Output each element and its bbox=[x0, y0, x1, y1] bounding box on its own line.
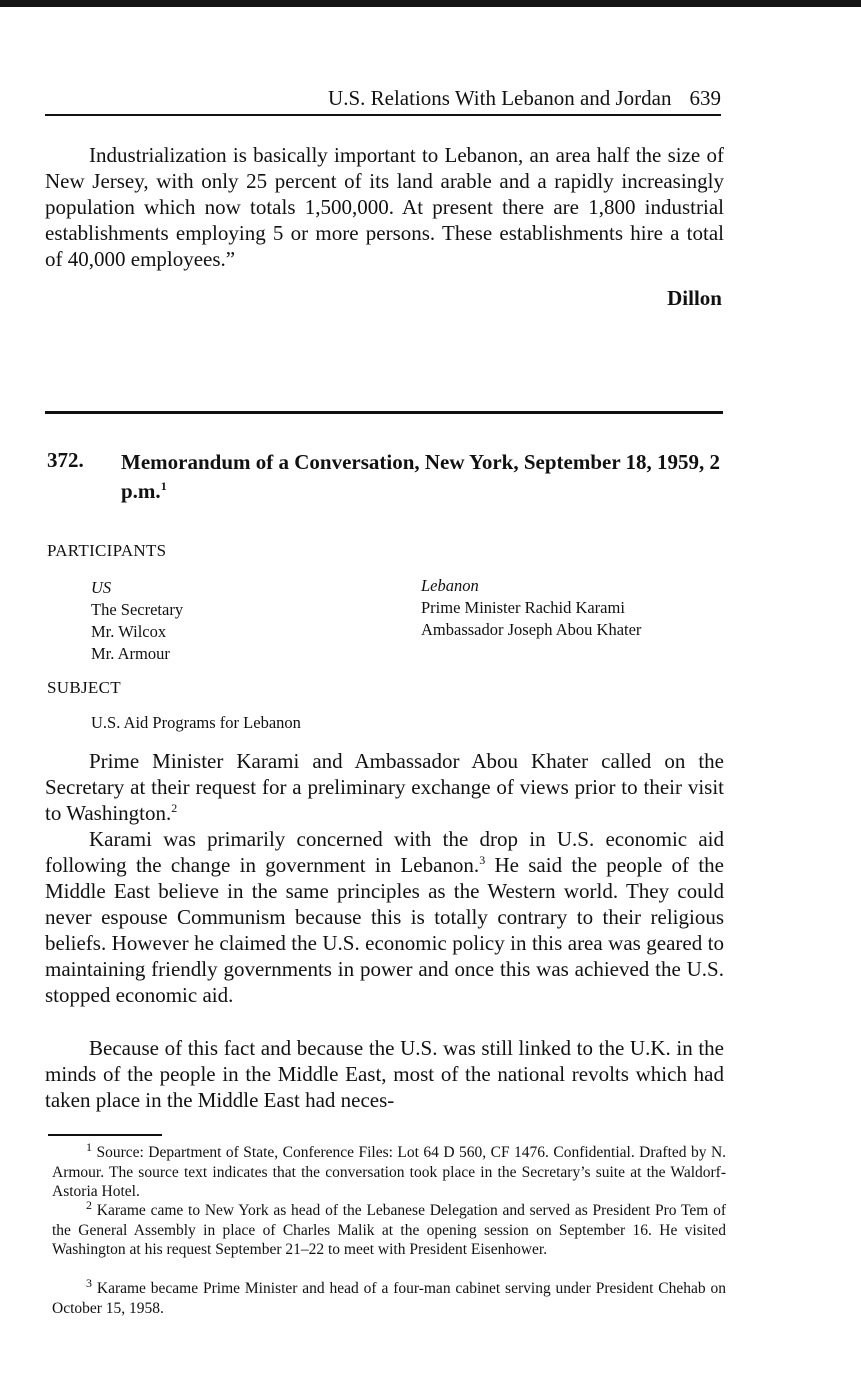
body-p2b-text: He said the people of the Middle East believe in the same principles as the Western world. They could never espouse Communism because this is totally contrary to their religious beliefs. However he claimed the U.S. economic policy in this area was geared to maintaining friendly governments in power and once this was achieved the U.S. stopped economic aid. bbox=[45, 853, 724, 1007]
document-title bbox=[121, 448, 721, 506]
us-participant: Mr. Wilcox bbox=[91, 622, 167, 641]
footnote-ref-3: 3 bbox=[479, 853, 486, 867]
footnote-divider bbox=[48, 1134, 162, 1136]
footnote-text: Karame came to New York as head of the Lebanese Delegation and served as President Pro Tem of the General Assembly in place of Charles Malik at the opening session on September 16. He visited Washington at his request September 21–22 to meet with President Eisenhower. bbox=[52, 1202, 726, 1258]
body-paragraph-3: Because of this fact and because the U.S. was still linked to the U.K. in the minds of the people in the Middle East, most of the national revolts which had taken place in the Middle East had neces- bbox=[45, 1036, 724, 1112]
running-head-title: U.S. Relations With Lebanon and Jordan bbox=[328, 86, 672, 110]
participants-lebanon bbox=[421, 575, 641, 641]
footnote-2 bbox=[52, 1197, 726, 1260]
lebanon-heading: Lebanon bbox=[421, 576, 479, 595]
footnote-1 bbox=[52, 1139, 727, 1202]
body-p1-text: Prime Minister Karami and Ambassador Abou Khater called on the Secretary at their request for a preliminary exchange of views prior to their visit to Washington. bbox=[45, 749, 724, 825]
running-head bbox=[45, 84, 721, 116]
footnote-mark: 1 bbox=[86, 1139, 92, 1154]
footnote-3 bbox=[52, 1275, 727, 1318]
us-participant: Mr. Armour bbox=[91, 644, 170, 663]
footnote-mark: 3 bbox=[86, 1275, 92, 1290]
document-title-text: Memorandum of a Conversation, New York, September 18, 1959, 2 p.m. bbox=[121, 450, 721, 503]
body-p2a-text: Karami was primarily concerned with the drop in U.S. economic aid following the change in government in Lebanon. bbox=[45, 827, 724, 877]
signer: Dillon bbox=[667, 286, 722, 310]
body-paragraph-2 bbox=[45, 826, 724, 1008]
section-divider bbox=[45, 411, 723, 414]
page-number: 639 bbox=[689, 86, 721, 110]
lebanon-participant: Prime Minister Rachid Karami bbox=[421, 598, 625, 617]
footnote-ref-1: 1 bbox=[160, 479, 167, 493]
participants-label: PARTICIPANTS bbox=[47, 541, 167, 560]
lebanon-participant: Ambassador Joseph Abou Khater bbox=[421, 620, 642, 639]
continued-paragraph: Industrialization is basically important to Lebanon, an area half the size of New Jersey, with only 25 percent of its land arable and a rapidly increasingly population which now totals 1,500,000. At present there are 1,800 industrial establishments employing 5 or more persons. These establishments hire a total of 40,000 employees.” bbox=[45, 143, 724, 271]
us-heading: US bbox=[91, 578, 112, 597]
footnote-text: Source: Department of State, Conference Files: Lot 64 D 560, CF 1476. Confidential. Drafted by N. Armour. The source text indicates that the conversation took place in the Secretary’s suite at the Waldorf-Astoria Hotel. bbox=[52, 1144, 727, 1200]
footnote-ref-2: 2 bbox=[171, 801, 178, 815]
footnote-text: Karame became Prime Minister and head of a four-man cabinet serving under President Chehab on October 15, 1958. bbox=[52, 1280, 727, 1317]
body-paragraph-1 bbox=[45, 748, 724, 826]
us-participant: The Secretary bbox=[91, 600, 184, 619]
subject-label: SUBJECT bbox=[47, 678, 121, 697]
participants-us bbox=[91, 577, 183, 665]
footnote-mark: 2 bbox=[86, 1197, 92, 1212]
document-number: 372. bbox=[47, 448, 84, 472]
scan-top-border bbox=[0, 0, 861, 7]
subject-text: U.S. Aid Programs for Lebanon bbox=[91, 713, 301, 732]
